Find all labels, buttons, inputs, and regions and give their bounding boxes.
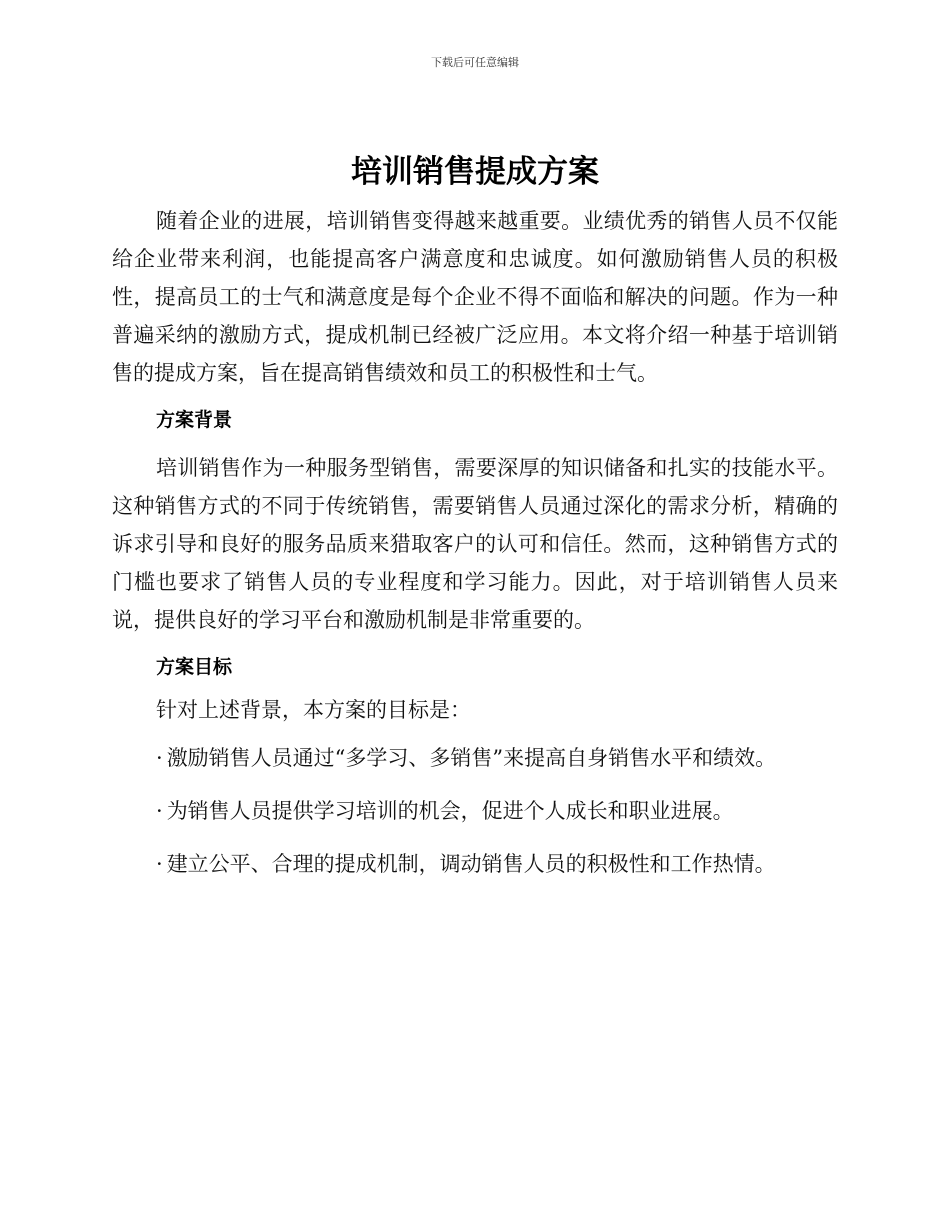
bullet-dot-icon: · — [156, 852, 163, 876]
list-item — [112, 794, 838, 828]
bullet-dot-icon: · — [156, 746, 163, 770]
background-paragraph: 培训销售作为一种服务型销售，需要深厚的知识储备和扎实的技能水平。这种销售方式的不同于传统销售，需要销售人员通过深化的需求分析，精确的诉求引导和良好的服务品质来猎取客户的认可和信任。然而，这种销售方式的门槛也要求了销售人员的专业程度和学习能力。因此，对于培训销售人员来说，提供良好的学习平台和激励机制是非常重要的。 — [112, 456, 838, 632]
page-header-note: 下载后可任意编辑 — [431, 56, 519, 69]
list-item — [112, 741, 838, 775]
goals-lead-text: 针对上述背景，本方案的目标是： — [156, 698, 471, 722]
section-heading-goals: 方案目标 — [156, 656, 233, 678]
goal-text: 建立公平、合理的提成机制，调动销售人员的积极性和工作热情。 — [166, 852, 776, 876]
goal-text: 激励销售人员通过“多学习、多销售”来提高自身销售水平和绩效。 — [166, 746, 777, 770]
goal-text: 为销售人员提供学习培训的机会，促进个人成长和职业进展。 — [166, 799, 734, 823]
document-body — [112, 150, 838, 900]
intro-paragraph: 随着企业的进展，培训销售变得越来越重要。业绩优秀的销售人员不仅能给企业带来利润，也能提高客户满意度和忠诚度。如何激励销售人员的积极性，提高员工的士气和满意度是每个企业不得不面临和解决的问题。作为一种普遍采纳的激励方式，提成机制已经被广泛应用。本文将介绍一种基于培训销售的提成方案，旨在提高销售绩效和员工的积极性和士气。 — [112, 209, 838, 385]
list-item — [112, 847, 838, 881]
bullet-dot-icon: · — [156, 799, 163, 823]
section-heading-background: 方案背景 — [156, 409, 233, 431]
document-title: 培训销售提成方案 — [351, 154, 599, 190]
goals-bullet-list — [112, 741, 838, 881]
